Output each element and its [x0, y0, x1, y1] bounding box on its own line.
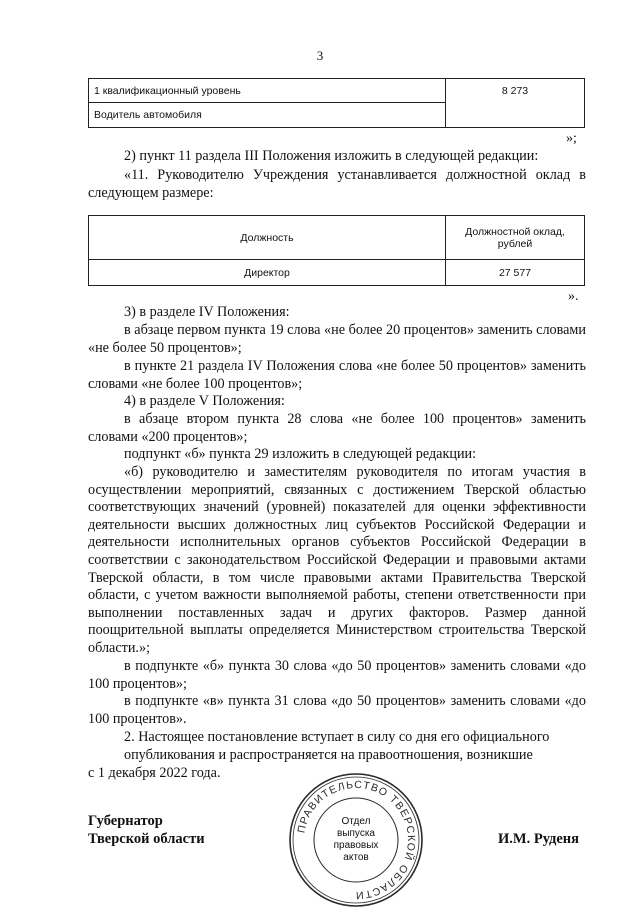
driver-cell: Водитель автомобиля: [89, 103, 446, 128]
final-line-2: опубликования и распространяется на правоотношения, возникшие: [124, 747, 533, 763]
header-position: Должность: [89, 216, 446, 260]
item-4c: в подпункте «б» пункта 30 слова «до 50 процентов» заменить словами «до 100 процентов»;: [88, 658, 586, 692]
signature-name: И.М. Руденя: [498, 831, 580, 847]
seal-inner-text: [326, 816, 386, 864]
final-line-3: с 1 декабря 2022 года.: [88, 765, 221, 781]
item-4: 4) в разделе V Положения:: [124, 393, 285, 409]
item-3: 3) в разделе IV Положения:: [124, 304, 290, 320]
seal-line4: актов: [343, 852, 369, 863]
item-2: 2) пункт 11 раздела III Положения изложить в следующей редакции:: [124, 148, 539, 164]
header-salary: Должностной оклад, рублей: [446, 216, 585, 260]
final-line-1: 2. Настоящее постановление вступает в силу со дня его официального: [124, 729, 550, 745]
item-3a: в абзаце первом пункта 19 слова «не более 20 процентов» заменить словами «не более 50 процентов»;: [88, 322, 586, 356]
item-4b: подпункт «б» пункта 29 изложить в следующей редакции:: [124, 446, 477, 462]
seal-line1: Отдел: [341, 816, 371, 827]
salary-table: [88, 215, 585, 286]
director-cell: Директор: [89, 260, 446, 286]
director-salary-cell: 27 577: [446, 260, 585, 286]
signature-title-line2: Тверской области: [88, 831, 205, 847]
seal-line2: выпуска: [337, 828, 375, 839]
item-3b: в пункте 21 раздела IV Положения слова «не более 50 процентов» заменить словами «не более 100 процентов»;: [88, 358, 586, 392]
clause-11: «11. Руководителю Учреждения устанавливается должностной оклад в следующем размере:: [88, 167, 586, 201]
qualification-table: [88, 78, 585, 128]
signature-title: [88, 812, 205, 848]
signature-title-line1: Губернатор: [88, 813, 163, 829]
seal-ring-text: ПРАВИТЕЛЬСТВО ТВЕРСКОЙ ОБЛАСТИ: [295, 778, 418, 902]
seal-line3: правовых: [333, 840, 379, 851]
table2-quote-end: ».: [568, 289, 579, 304]
item-4b-text: «б) руководителю и заместителям руководителя по итогам участия в осуществлении мероприятий, связанных с достижением Тверской областью соответствующих значений (уровней) показателей для оценки эффективности деятельности высших должностных лиц субъектов Российской Федерации и деятельности исполнительных органов субъектов Российской Федерации в соответствии с законодательством Российской Федерации и правовыми актами Тверской области, в том числе правовыми актами Правительства Тверской области, с учетом важности выполняемой работы, степени ответственности при выполнении поставленных задач и других факторов. Размер данной поощрительной выплаты определяется Министерством строительства Тверской области.»;: [88, 464, 586, 656]
page-number: 3: [316, 48, 324, 63]
item-4a: в абзаце втором пункта 28 слова «не более 100 процентов» заменить словами «200 процентов»;: [88, 411, 586, 445]
official-seal: [286, 770, 426, 910]
table1-quote-end: »;: [566, 131, 577, 146]
item-4d: в подпункте «в» пункта 31 слова «до 50 процентов» заменить словами «до 100 процентов».: [88, 693, 586, 727]
qualification-salary-cell: 8 273: [446, 79, 585, 128]
qualification-level-cell: 1 квалификационный уровень: [89, 79, 446, 103]
